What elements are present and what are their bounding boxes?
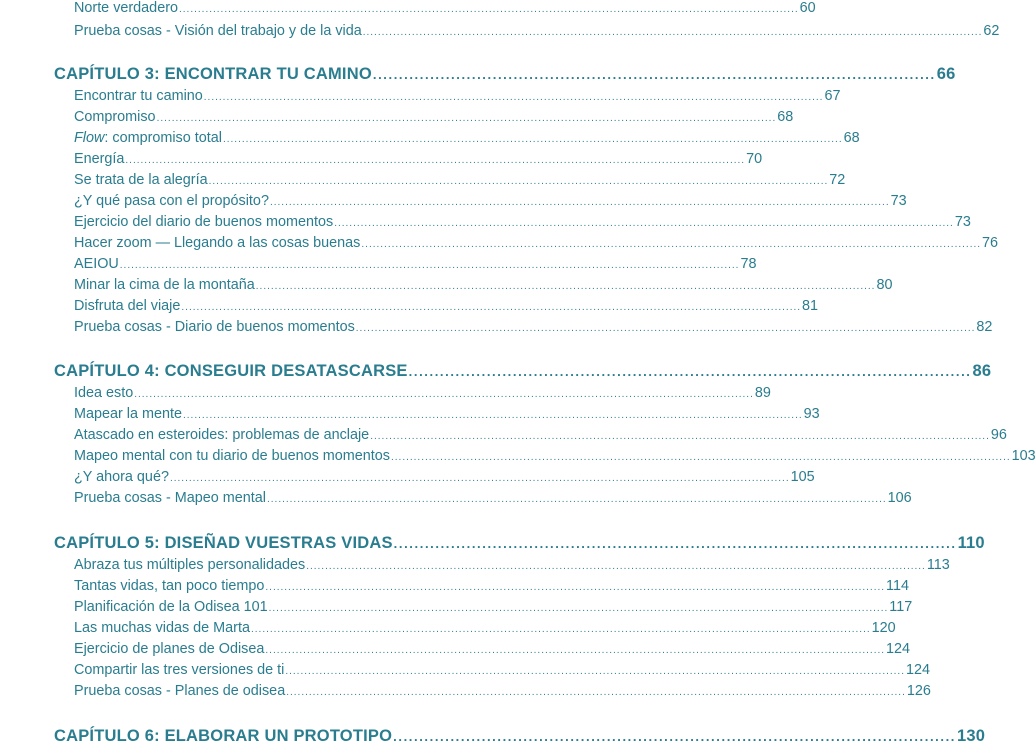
toc-entry-title: Abraza tus múltiples personalidades — [74, 557, 306, 573]
toc-entry-title: Ejercicio del diario de buenos momentos — [74, 214, 334, 230]
toc-entry-page: 124 — [906, 662, 931, 678]
dot-leader: .................................................................................................................................................................... — [179, 4, 799, 15]
toc-entry — [74, 275, 893, 295]
dot-leader: ............................................................................................................ — [408, 364, 972, 379]
chapter-heading — [54, 62, 956, 86]
toc-entry-title: Compromiso — [74, 109, 156, 125]
toc-entry — [74, 681, 931, 701]
toc-entry — [74, 0, 816, 18]
toc-entry — [74, 383, 771, 403]
dot-leader: .................................................................................................................................................................... — [203, 92, 824, 103]
toc-entry-page: 126 — [906, 683, 931, 699]
toc-entry-title: Mapeo mental con tu diario de buenos momentos — [74, 448, 390, 464]
chapter-heading — [54, 359, 992, 383]
toc-entry-title: Norte verdadero — [74, 0, 178, 16]
toc-entry — [74, 404, 820, 424]
toc-entry-page: 62 — [983, 23, 1000, 39]
toc-entry-title: Planificación de la Odisea 101 — [74, 599, 268, 615]
dot-leader: .................................................................................................................................................................... — [269, 197, 890, 208]
toc-entry-title: Las muchas vidas de Marta — [74, 620, 250, 636]
dot-leader: .................................................................................................................................................................... — [208, 176, 829, 187]
dot-leader: .................................................................................................................................................................... — [119, 260, 740, 271]
toc-entry — [74, 191, 907, 211]
dot-leader: .................................................................................................................................................................... — [286, 687, 906, 698]
toc-entry-page: 113 — [926, 557, 950, 573]
toc-entry — [74, 149, 763, 169]
toc-entry-title: Minar la cima de la montaña — [74, 277, 255, 293]
dot-leader: .................................................................................................................................................................... — [285, 666, 905, 677]
dot-leader: ............................................................................................................ — [393, 536, 957, 551]
toc-entry — [74, 254, 757, 274]
toc-entry-title: Se trata de la alegría — [74, 172, 208, 188]
toc-entry-page: 76 — [982, 235, 999, 251]
dot-leader: .................................................................................................................................................................... — [125, 155, 746, 166]
toc-entry-page: 68 — [843, 130, 860, 146]
toc-entry — [74, 639, 911, 659]
toc-entry — [74, 128, 860, 148]
chapter-title: CAPÍTULO 5: DISEÑAD VUESTRAS VIDAS — [54, 534, 393, 552]
dot-leader: .................................................................................................................................................................... — [370, 431, 990, 442]
toc-entry-page: 70 — [746, 151, 763, 167]
toc-entry-page: 106 — [887, 490, 912, 506]
toc-entry-title-italic: Flow — [74, 130, 105, 146]
chapter-title: CAPÍTULO 3: ENCONTRAR TU CAMINO — [54, 65, 372, 83]
toc-entry-page: 78 — [740, 256, 757, 272]
toc-entry — [74, 86, 841, 106]
toc-entry-title: ¿Y ahora qué? — [74, 469, 169, 485]
toc-entry-page: 73 — [890, 193, 907, 209]
chapter-heading — [54, 724, 986, 748]
toc-entry — [74, 555, 950, 575]
toc-entry-page: 68 — [777, 109, 794, 125]
toc-entry-title: Tantas vidas, tan poco tiempo — [74, 578, 265, 594]
toc-entry — [74, 21, 1000, 41]
dot-leader: .................................................................................................................................................................... — [266, 494, 887, 505]
dot-leader: .................................................................................................................................................................... — [265, 582, 886, 593]
toc-entry-title: Ejercicio de planes de Odisea — [74, 641, 265, 657]
dot-leader: .................................................................................................................................................................... — [255, 281, 876, 292]
toc-entry-page: 80 — [876, 277, 893, 293]
toc-entry-title: Encontrar tu camino — [74, 88, 203, 104]
dot-leader: .................................................................................................................................................................... — [355, 323, 976, 334]
toc-entry-page: 105 — [790, 469, 815, 485]
toc-entry — [74, 597, 913, 617]
toc-entry-title — [74, 128, 222, 148]
toc-entry — [74, 317, 993, 337]
toc-entry — [74, 467, 815, 487]
toc-entry-page: 117 — [889, 599, 913, 615]
dot-leader: .................................................................................................................................................................... — [390, 452, 1011, 463]
dot-leader: .................................................................................................................................................................... — [181, 302, 802, 313]
toc-entry-title: Disfruta del viaje — [74, 298, 181, 314]
toc-entry-title: Hacer zoom — Llegando a las cosas buenas — [74, 235, 361, 251]
dot-leader: ............................................................................................................ — [372, 67, 936, 82]
toc-entry-page: 67 — [824, 88, 841, 104]
toc-entry — [74, 446, 1036, 466]
dot-leader: .................................................................................................................................................................... — [250, 624, 871, 635]
toc-entry — [74, 107, 794, 127]
dot-leader: .................................................................................................................................................................... — [169, 473, 790, 484]
chapter-page: 130 — [957, 727, 986, 745]
toc-entry-page: 114 — [886, 578, 909, 594]
toc-entry-title-rest: : compromiso total — [104, 130, 222, 146]
toc-entry-title: Mapear la mente — [74, 406, 182, 422]
toc-entry-page: 120 — [871, 620, 896, 636]
toc-entry-title: Energía — [74, 151, 125, 167]
toc-entry-page: 82 — [976, 319, 993, 335]
toc-entry — [74, 233, 999, 253]
toc-entry-page: 81 — [802, 298, 819, 314]
chapter-title: CAPÍTULO 6: ELABORAR UN PROTOTIPO — [54, 727, 393, 745]
chapter-heading — [54, 531, 985, 555]
toc-entry-title: Atascado en esteroides: problemas de anclaje — [74, 427, 370, 443]
toc-entry-title: ¿Y qué pasa con el propósito? — [74, 193, 269, 209]
toc-entry-page: 103 — [1011, 448, 1036, 464]
toc-entry — [74, 618, 896, 638]
toc-entry — [74, 170, 846, 190]
toc-entry-title: Prueba cosas - Diario de buenos momentos — [74, 319, 355, 335]
toc-entry — [74, 425, 1007, 445]
chapter-page: 110 — [957, 534, 985, 552]
toc-entry-page: 60 — [799, 0, 816, 16]
dot-leader: .................................................................................................................................................................... — [222, 134, 843, 145]
dot-leader: .................................................................................................................................................................... — [362, 27, 983, 38]
toc-entry — [74, 488, 912, 508]
toc-entry-page: 96 — [990, 427, 1007, 443]
toc-entry — [74, 660, 931, 680]
toc-entry-page: 72 — [829, 172, 846, 188]
dot-leader: ............................................................................................................ — [393, 729, 957, 744]
toc-entry-title: Prueba cosas - Visión del trabajo y de la vida — [74, 23, 362, 39]
toc-entry-title: Compartir las tres versiones de ti — [74, 662, 285, 678]
chapter-page: 66 — [936, 65, 956, 83]
dot-leader: .................................................................................................................................................................... — [268, 603, 889, 614]
dot-leader: .................................................................................................................................................................... — [134, 389, 754, 400]
toc-entry-title: Idea esto — [74, 385, 134, 401]
dot-leader: .................................................................................................................................................................... — [265, 645, 886, 656]
toc-entry-page: 73 — [954, 214, 971, 230]
dot-leader: .................................................................................................................................................................... — [361, 239, 982, 250]
toc-entry-title: AEIOU — [74, 256, 119, 272]
chapter-page: 86 — [972, 362, 992, 380]
dot-leader: .................................................................................................................................................................... — [306, 561, 926, 572]
toc-entry-title: Prueba cosas - Mapeo mental — [74, 490, 266, 506]
toc-entry-page: 124 — [886, 641, 911, 657]
toc-entry — [74, 576, 909, 596]
dot-leader: .................................................................................................................................................................... — [183, 410, 803, 421]
dot-leader: .................................................................................................................................................................... — [334, 218, 954, 229]
dot-leader: .................................................................................................................................................................... — [156, 113, 777, 124]
chapter-title: CAPÍTULO 4: CONSEGUIR DESATASCARSE — [54, 362, 408, 380]
toc-entry — [74, 212, 971, 232]
toc-entry-page: 89 — [754, 385, 771, 401]
toc-entry — [74, 296, 819, 316]
toc-entry-page: 93 — [803, 406, 820, 422]
toc-entry-title: Prueba cosas - Planes de odisea — [74, 683, 286, 699]
